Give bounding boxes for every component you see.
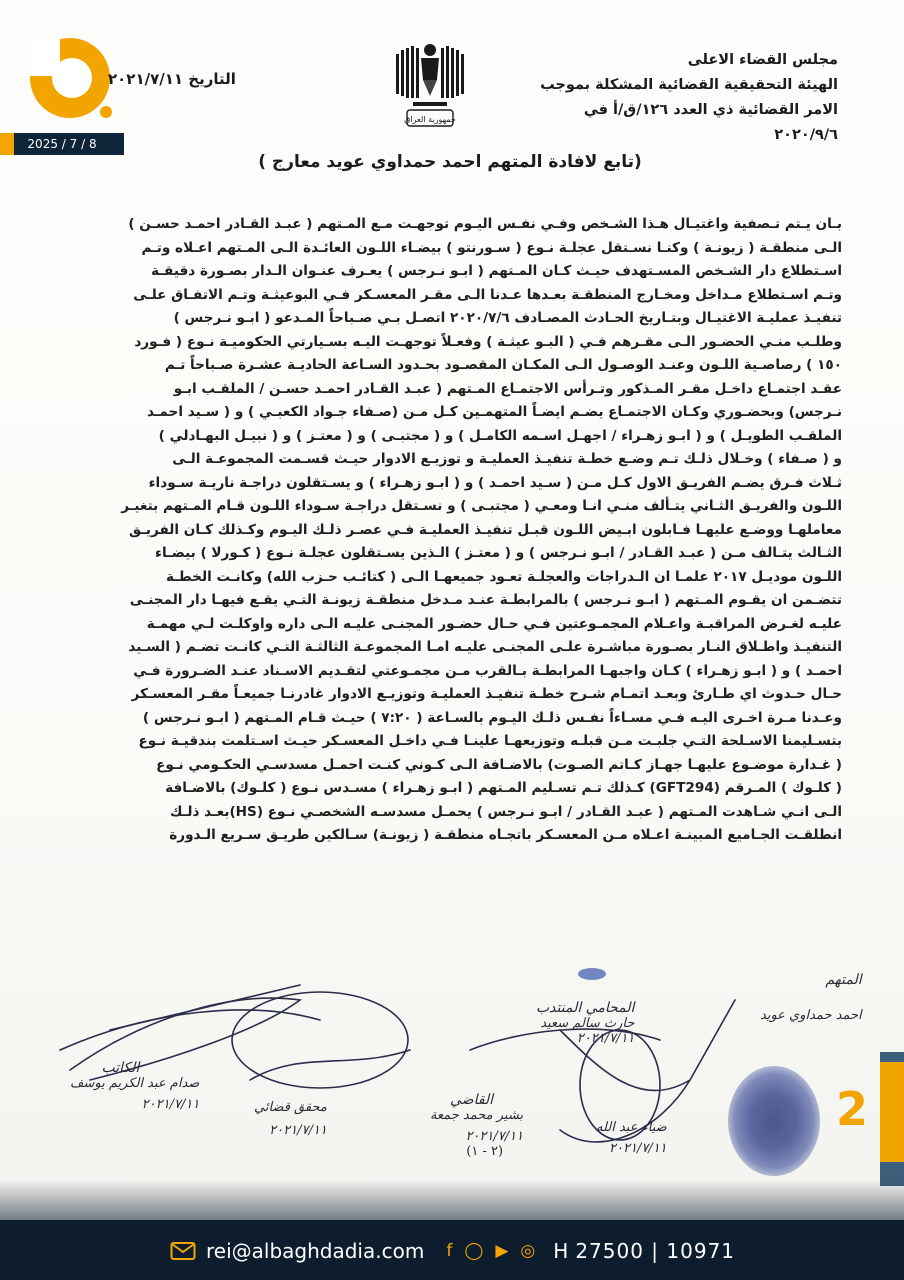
body-line: اسـتطلاع دار الشـخص المسـتهدف حيـث كـان المـتهم ( ابـو نـرجس ) يعـرف عنـوان الـدار بصـورة دقيقـة <box>151 263 842 279</box>
phone-prefix: H <box>553 1239 570 1263</box>
youtube-icon[interactable]: ▶ <box>495 1241 509 1261</box>
footer-fade <box>0 1180 904 1220</box>
body-line: احمـد ) و ( ابـو زهـراء ) كـان واجبهـا المرابطـة بـالقرب مـن مجمـوعتي لتقـديم الاسـناد عنـد الضـرورة فـي <box>133 662 842 679</box>
judge3-date: ٢٠٢١/٧/١١ <box>609 1141 667 1156</box>
body-line: بتسـليمنا الاسـلحة التـي جلبـت مـن قبلـه وتوزيعهـا علينـا فـي داخـل المعسـكر حيـث اسـتلمت بندقيـة نـوع <box>138 733 842 749</box>
order-reference: الامر القضائية ذي العدد ١٢٦/ق/أ في ٢٠٢٠/٩/٦ <box>583 102 838 143</box>
iraq-emblem-icon <box>393 40 467 136</box>
body-line: انطلقـت الجـاميع المبينـة اعـلاه مـن المعسـكر باتجـاه منطقـة ( زيونـة) سـالكين طريـق سـريع الـدورة <box>169 827 842 843</box>
body-line: ثـلاث فـرق يضـم الفريـق الاول كـل مـن ( سـيد احمـد ) و ( ابـو زهـراء ) و يسـتقلون دراجـة ناريـة سـوداء <box>148 474 842 491</box>
accused-label: المتهم <box>825 972 862 988</box>
issuer-block <box>538 48 838 148</box>
phone-number: 27500 | 10971 <box>575 1239 736 1263</box>
footer-email[interactable]: rei@albaghdadia.com <box>206 1239 425 1263</box>
body-line: ( غـدارة موضـوع عليهـا جهـاز كـاتم الصـوت) بالاضـافة الـى كـوني كنـت احمـل مسدسـي الحكـومي نـوع <box>156 756 842 773</box>
body-line: تنفيـذ عمليـة الاغتيـال وبتـاريخ الحـادث المصـادف ٢٠٢٠/٧/٦ اتصـل بـي صـباحاً المـدعو ( ابـو نـرجس ) <box>173 310 842 326</box>
council-name: مجلس القضاء الاعلى <box>687 52 838 68</box>
footer-phone <box>553 1239 735 1263</box>
lawyer-label: المحامي المنتدب <box>536 1000 635 1016</box>
page-number-accent <box>880 1062 904 1162</box>
accused-signature <box>760 972 862 1023</box>
body-line: حـال حـدوث اي طـارئ وبعـد اتمـام شـرح خطـة تنفيـذ العمليـة وتوزيـع الادوار غادرنـا جميعـاً مقـر المعسـكر <box>131 686 842 702</box>
lawyer-date: ٢٠٢١/٧/١١ <box>576 1031 635 1046</box>
body-line: ( كلـوك ) المـرقم (GFT294) كـذلك تـم تسـليم المـتهم ( ابـو زهـراء ) مسـدس نـوع ( كلـوك) بالاضـافة <box>165 780 842 796</box>
footer-social-icons <box>446 1241 535 1261</box>
body-line: عليـه لغـرض المراقبـة واعـلام المجمـوعتين فـي حـال حضـور المجنـى عليـه الـى داره واوكلـت لـي مهمـة <box>146 615 842 632</box>
body-line: التنفيـذ واطـلاق النـار بصـورة مباشـرة علـى المجنـى عليـه امـا المجموعـة الثالثـة التـي كانـت تضـم ( السـيد <box>128 639 842 655</box>
body-line: نـرجس) وبحضـوري وكـان الاجتمـاع يضـم ايضـاً المتهمـين كـل مـن (صـفاء جـواد الكعبـي ) و ( سـيد احمـد <box>146 404 842 420</box>
body-line: الـى منطقـة ( زيونـة ) وكنـا نسـتقل عجلـة نـوع ( سـورنتو ) بيضـاء اللـون العائـدة الـى المـتهم اعـلاه وتـم <box>141 239 842 256</box>
clerk-label: الكاتب <box>101 1060 140 1076</box>
judge2-name: بشير محمد جمعة <box>430 1108 524 1123</box>
body-line: وطلـب منـي الحضـور الـى مقـرهم فـي ( البـو عيثـة ) وفعـلاً توجهـت اليـه بسـيارتي الحكوميـة نـوع ( فـورد <box>134 333 842 350</box>
body-line: اللـون والفريـق الثـاني يتـألف منـي انـا ومعـي ( مجتبـى ) و نسـتقل دراجـة سـوداء اللـون قـام المـتهم بتغيـر <box>121 498 842 514</box>
judge2-date: ٢٠٢١/٧/١١ <box>465 1129 524 1144</box>
body-line: بـان يـتم تـصفية واغتيـال هـذا الشـخص وفـي نفـس اليـوم توجهـت مـع المـتهم ( عبـد القـادر احمـد حسـن ) <box>128 216 842 232</box>
body-line: اللـون موديـل ٢٠١٧ علمـا ان الـدراجات والعجلـة تعـود جميعهـا الـى ( كتائـب حـزب الله) وكانـت الخطـة <box>166 568 842 585</box>
judge1-name: محقق قضائي <box>254 1100 327 1115</box>
clerk-name: صدام عبد الكريم يوسف <box>70 1076 200 1091</box>
page-number: 2 <box>836 1082 869 1136</box>
body-line: معاملهـا ووضـع عليهـا فـابلون ابـيض اللـون قبـل تنفيـذ العمليـة فـي عصـر ذلـك اليـوم وكـذلك كـان الفريـق <box>128 521 842 538</box>
body-line: وتـم اسـتطلاع مـداخل ومخـارج المنطقـة بعـدها عـدنا الـى مقـر المعسـكر فـي البوعيثـة وتـم الاتفـاق علـى <box>133 286 842 303</box>
statement-body <box>62 213 842 848</box>
instagram-icon[interactable]: ◯ <box>464 1241 484 1261</box>
lawyer-name: حارث سالم سعيد <box>540 1016 635 1031</box>
document-date: التاريخ ٢٠٢١/٧/١١ <box>108 70 236 88</box>
judge1-date: ٢٠٢١/٧/١١ <box>269 1123 327 1138</box>
body-line: و ( صـفاء ) وخـلال ذلـك تـم وضـع خطـة تنفيـذ العمليـة و توزيـع الادوار حيـث قسـمت المجموعـة الـى <box>172 451 842 467</box>
clerk-signature <box>70 1060 199 1112</box>
body-line: وعـدنا مـرة اخـرى اليـه فـي مسـاءاً نفـس ذلـك اليـوم بالسـاعة ( ٧:٢٠ ) حيـث قـام المـتهم ( ابـو نـرجس ) <box>142 709 842 726</box>
fingerprint-icon <box>728 1066 820 1176</box>
body-line: الملقـب الطويـل ) و ( ابـو زهـراء / اجهـل اسـمه الكامـل ) و ( مجتبـى ) و ( معتـز ) و ( نبيـل البهـادلي ) <box>158 427 842 444</box>
statement-title: (تابع لافادة المتهم احمد حمداوي عويد معارج ) <box>258 152 642 172</box>
judge1-signature <box>254 1100 327 1138</box>
lawyer-signature <box>536 1000 634 1046</box>
judge2-label: القاضي <box>450 1092 494 1108</box>
body-line: ١٥٠ ) رصاصـية اللـون وعنـد الوصـول الـى المكـان المقصـود بحـدود السـاعة الحاديـة عشـرة صـباحاً تـم <box>164 357 842 373</box>
body-line: الثـالث يتـالف مـن ( عبـد القـادر / ابـو نـرجس ) و ( معتـز ) الـذين يسـتقلون عجلـة نـوع ( كـورلا ) بيضـاء <box>155 545 842 561</box>
body-line: تتضـمن ان يقـوم المـتهم ( ابـو نـرجس ) بالمرابطـة عنـد مـدخل منطقـة زيونـة التـي يقـع فيهـا دار المجنـى <box>129 592 842 608</box>
publish-date-badge: 2025 / 7 / 8 <box>0 133 124 155</box>
footer-content <box>170 1236 735 1266</box>
judge3-signature <box>596 1120 667 1156</box>
committee-name: الهيئة التحقيقية القضائية المشكلة بموجب <box>540 77 838 93</box>
date-badge-accent <box>0 133 14 155</box>
facebook-icon[interactable]: f <box>446 1241 453 1261</box>
channel-logo <box>26 34 114 122</box>
mail-icon[interactable] <box>170 1241 196 1261</box>
body-line: عقـد اجتمـاع داخـل مقـر المـذكور وتـرأس الاجتمـاع المـتهم ( عبـد القـادر احمـد حسـن / الملقـب ابـو <box>173 380 842 397</box>
judge2-signature <box>430 1092 523 1159</box>
body-line: الـى انـي شـاهدت المـتهم ( عبـد القـادر / ابـو نـرجس ) يحمـل مسدسـه الشخصـي نـوع (HS)بعـد ذلـك <box>170 803 842 820</box>
globe-icon[interactable]: ◎ <box>520 1241 536 1261</box>
page-of-label: (٢ - ١) <box>466 1144 504 1159</box>
clerk-date: ٢٠٢١/٧/١١ <box>141 1097 200 1112</box>
emblem-caption: جمهورية العراق <box>404 115 456 124</box>
judge3-name: ضياء عبد الله <box>596 1120 667 1135</box>
accused-name: احمد حمداوي عويد <box>760 1008 862 1023</box>
